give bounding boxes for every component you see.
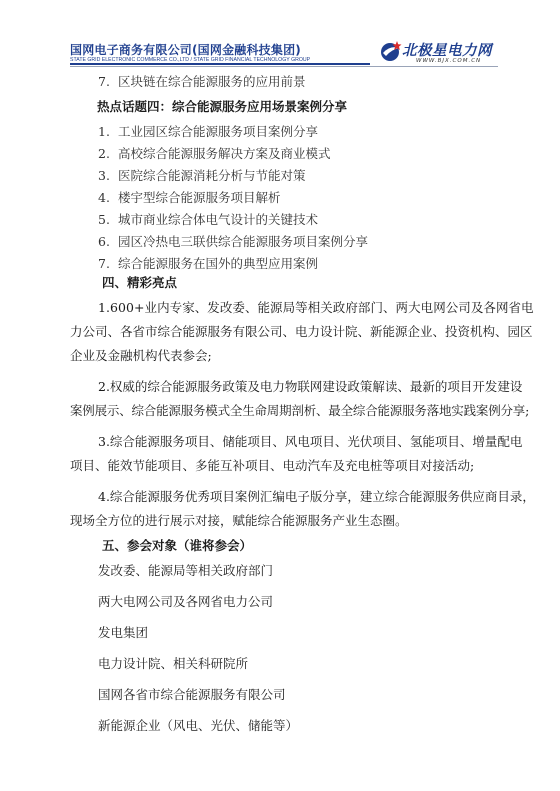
paragraph-line: 1.600+业内专家、发改委、能源局等相关政府部门、两大电网公司及各网省电 bbox=[98, 300, 534, 315]
list-item-number: 2. bbox=[98, 146, 110, 161]
list-item-text: 城市商业综合体电气设计的关键技术 bbox=[118, 212, 319, 227]
list-item: 电力设计院、相关科研院所 bbox=[98, 656, 249, 671]
paragraph-line: 2.权威的综合能源服务政策及电力物联网建设政策解读、最新的项目开发建设 bbox=[98, 379, 523, 394]
org-name-en: STATE GRID ELECTRONIC COMMERCE CO.,LTD / STATE GRID FINANCIAL TECHNOLOGY GROUP bbox=[70, 57, 311, 63]
list-item bbox=[98, 144, 331, 162]
list-item: 新能源企业（风电、光伏、储能等） bbox=[98, 718, 299, 733]
paragraph-line: 案例展示、综合能源服务模式全生命周期剖析、最全综合能源服务落地实践案例分享; bbox=[70, 403, 530, 418]
list-item-text: 园区冷热电三联供综合能源服务项目案例分享 bbox=[118, 234, 369, 249]
list-item-text: 工业园区综合能源服务项目案例分享 bbox=[118, 124, 319, 139]
paragraph-line: 项目、能效节能项目、多能互补项目、电动汽车及充电桩等项目对接活动; bbox=[70, 458, 475, 473]
list-item bbox=[98, 188, 281, 206]
list-item-number: 5. bbox=[98, 212, 110, 227]
list-item-number: 1. bbox=[98, 124, 110, 139]
logo-url: WWW.BJX.COM.CN bbox=[416, 58, 482, 64]
list-item-number: 3. bbox=[98, 168, 110, 183]
section-heading-audience: 五、参会对象（谁将参会） bbox=[102, 538, 253, 553]
section-heading-topic4: 热点话题四：综合能源服务应用场景案例分享 bbox=[97, 99, 348, 114]
list-item-number: 6. bbox=[98, 234, 110, 249]
list-item: 发改委、能源局等相关政府部门 bbox=[98, 563, 274, 578]
list-item bbox=[98, 122, 318, 140]
org-name-cn: 国网电子商务有限公司(国网金融科技集团) bbox=[70, 43, 301, 57]
paragraph-line: 力公司、各省市综合能源服务有限公司、电力设计院、新能源企业、投资机构、园区 bbox=[70, 324, 533, 339]
list-item bbox=[98, 254, 318, 272]
list-item-number: 7. bbox=[98, 256, 110, 271]
list-item-text: 综合能源服务在国外的典型应用案例 bbox=[118, 256, 319, 271]
list-item-text: 区块链在综合能源服务的应用前景 bbox=[118, 74, 306, 89]
logo-text: 北极星电力网 bbox=[402, 43, 492, 59]
list-item-number: 7. bbox=[98, 74, 110, 89]
list-item bbox=[98, 166, 306, 184]
list-item-text: 高校综合能源服务解决方案及商业模式 bbox=[118, 146, 331, 161]
list-item bbox=[98, 210, 318, 228]
paragraph-line: 3.综合能源服务项目、储能项目、风电项目、光伏项目、氢能项目、增量配电 bbox=[98, 434, 523, 449]
list-item: 两大电网公司及各网省电力公司 bbox=[98, 594, 274, 609]
paragraph-line: 4.综合能源服务优秀项目案例汇编电子版分享，建立综合能源服务供应商目录， bbox=[98, 489, 535, 504]
section-heading-highlights: 四、精彩亮点 bbox=[102, 275, 178, 290]
list-item: 发电集团 bbox=[98, 625, 149, 640]
paragraph-line: 企业及金融机构代表参会; bbox=[70, 348, 212, 363]
list-item-text: 楼宇型综合能源服务项目解析 bbox=[118, 190, 281, 205]
paragraph-line: 现场全方位的进行展示对接，赋能综合能源服务产业生态圈。 bbox=[70, 513, 408, 528]
list-item bbox=[98, 72, 306, 90]
list-item: 国网各省市综合能源服务有限公司 bbox=[98, 687, 286, 702]
list-item bbox=[98, 232, 368, 250]
list-item-text: 医院综合能源消耗分析与节能对策 bbox=[118, 168, 306, 183]
list-item-number: 4. bbox=[98, 190, 110, 205]
